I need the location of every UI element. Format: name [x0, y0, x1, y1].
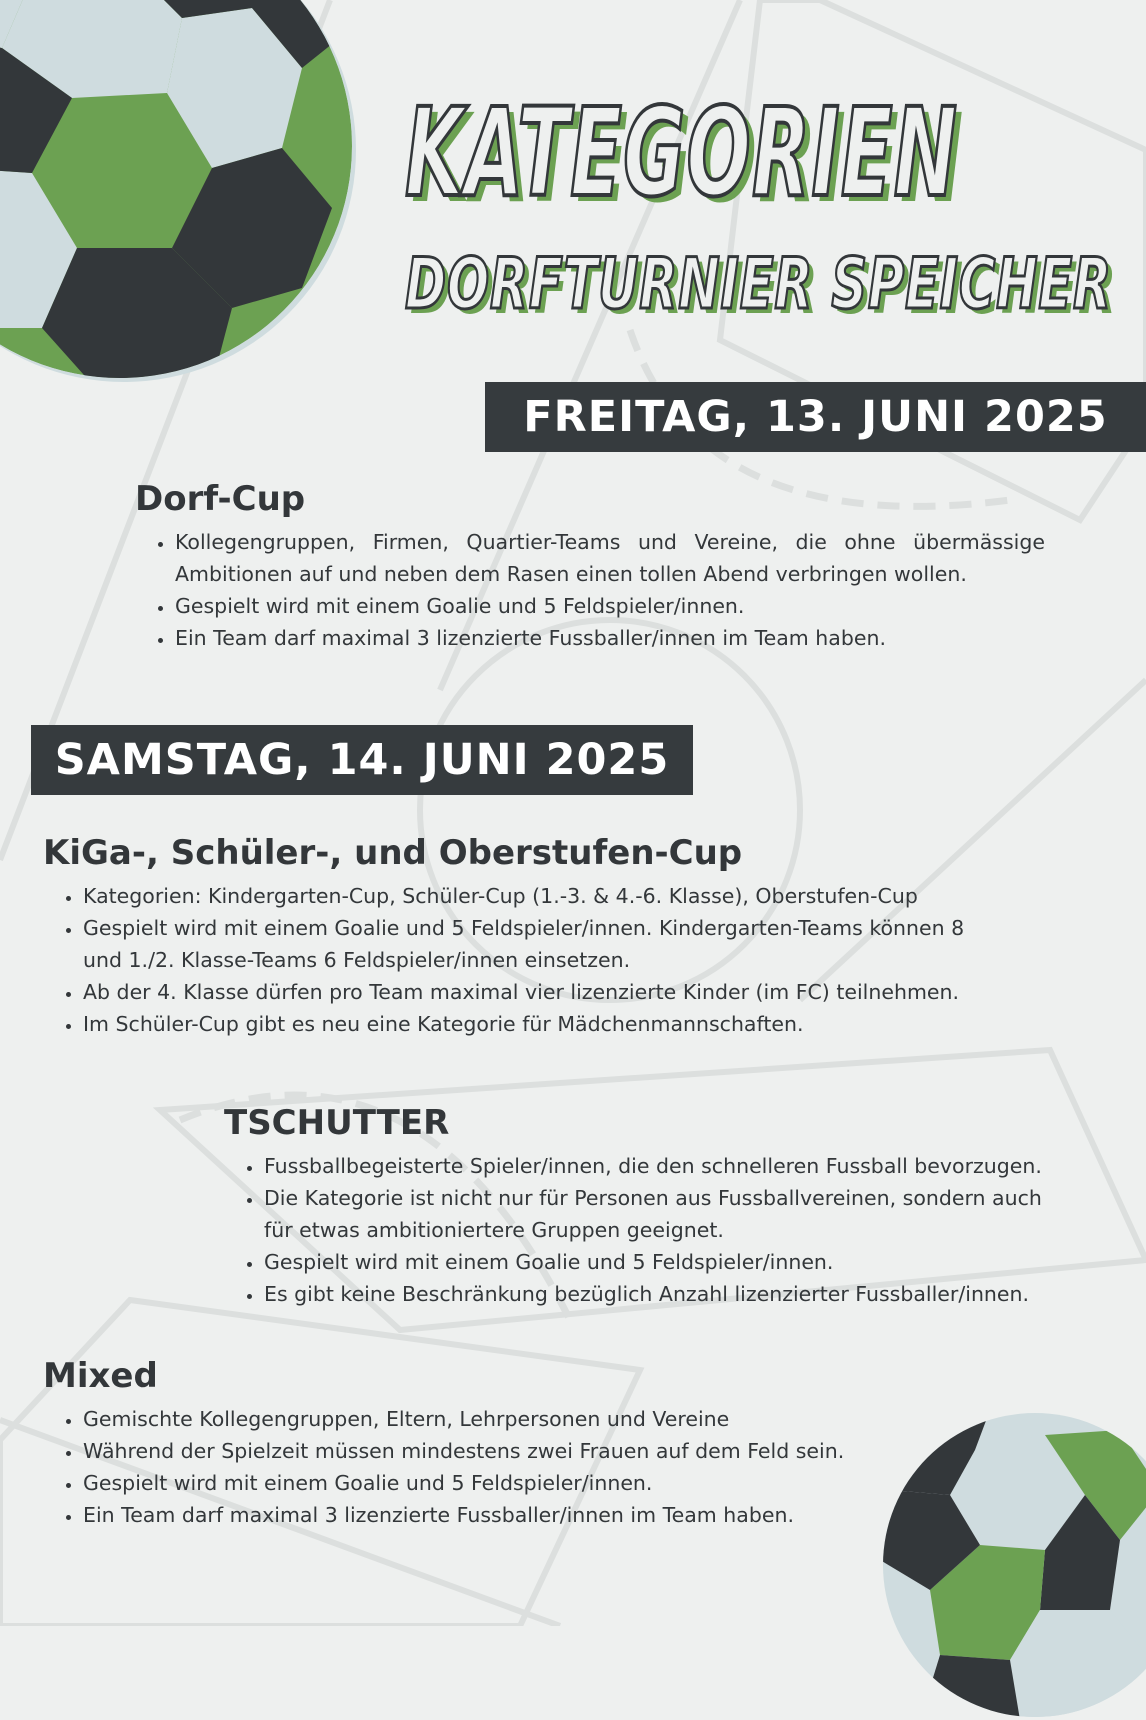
list-item: • Ab der 4. Klasse dürfen pro Team maximal vier lizenzierte Kinder (im FC) teilnehmen.: [83, 976, 1003, 1008]
section-dorf-cup: [135, 478, 1045, 654]
page-title: KATEGORIEN: [405, 82, 959, 224]
date-banner-saturday: SAMSTAG, 14. JUNI 2025: [31, 725, 693, 795]
list-item: • Es gibt keine Beschränkung bezüglich Anzahl lizenzierter Fussballer/innen.: [264, 1278, 1074, 1310]
section-heading: Mixed: [43, 1356, 158, 1396]
list-item: • Während der Spielzeit müssen mindestens zwei Frauen auf dem Feld sein.: [83, 1435, 923, 1467]
section-heading: TSCHUTTER: [224, 1103, 450, 1143]
list-item: • Gespielt wird mit einem Goalie und 5 Feldspieler/innen.: [175, 590, 1045, 622]
list-item: • Kollegengruppen, Firmen, Quartier-Teams und Vereine, die ohne übermässige Ambitionen auf und neben dem Rasen einen tollen Abend verbringen wollen.: [175, 526, 1045, 590]
bullet-list: [43, 1403, 923, 1531]
section-heading: KiGa-, Schüler-, und Oberstufen-Cup: [43, 833, 743, 873]
section-mixed: [43, 1355, 923, 1531]
bullet-list: [43, 880, 1003, 1040]
soccer-ball-icon: [0, 0, 358, 384]
bullet-list: [135, 526, 1045, 654]
list-item: • Gespielt wird mit einem Goalie und 5 Feldspieler/innen.: [264, 1246, 1074, 1278]
list-item: • Kategorien: Kindergarten-Cup, Schüler-Cup (1.-3. & 4.-6. Klasse), Oberstufen-Cup: [83, 880, 1003, 912]
list-item: • Ein Team darf maximal 3 lizenzierte Fussballer/innen im Team haben.: [83, 1499, 923, 1531]
section-heading: Dorf-Cup: [135, 479, 306, 519]
section-tschutter: [224, 1102, 1074, 1310]
bullet-list: [224, 1150, 1074, 1310]
page-subtitle: DORFTURNIER SPEICHER: [405, 243, 1113, 325]
list-item: • Gemischte Kollegengruppen, Eltern, Lehrpersonen und Vereine: [83, 1403, 923, 1435]
section-kiga-cup: [43, 832, 1003, 1040]
list-item: • Die Kategorie ist nicht nur für Personen aus Fussballvereinen, sondern auch für etwas ambitioniertere Gruppen geeignet.: [264, 1182, 1074, 1246]
list-item: • Im Schüler-Cup gibt es neu eine Kategorie für Mädchenmannschaften.: [83, 1008, 1003, 1040]
list-item: • Gespielt wird mit einem Goalie und 5 Feldspieler/innen.: [83, 1467, 923, 1499]
list-item: • Gespielt wird mit einem Goalie und 5 Feldspieler/innen. Kindergarten-Teams können 8 und 1./2. Klasse-Teams 6 Feldspieler/innen einsetzen.: [83, 912, 1003, 976]
date-banner-friday: FREITAG, 13. JUNI 2025: [485, 382, 1146, 452]
list-item: • Fussballbegeisterte Spieler/innen, die den schnelleren Fussball bevorzugen.: [264, 1150, 1074, 1182]
list-item: • Ein Team darf maximal 3 lizenzierte Fussballer/innen im Team haben.: [175, 622, 1045, 654]
